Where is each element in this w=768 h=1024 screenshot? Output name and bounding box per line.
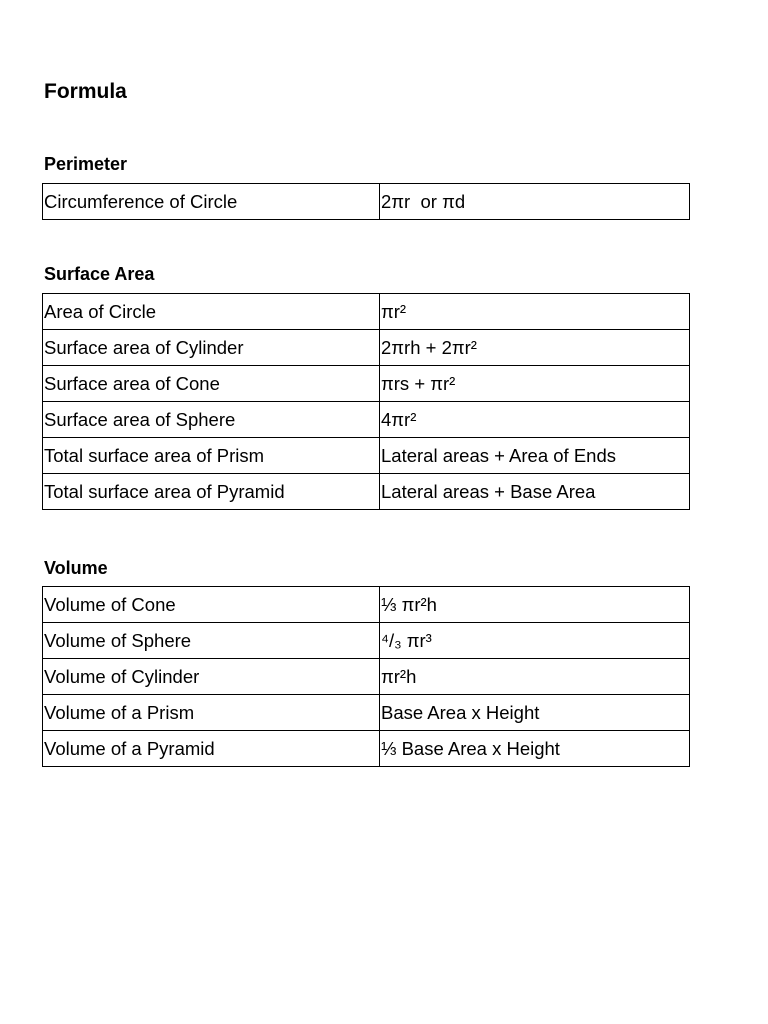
- formula-cell: [380, 623, 690, 659]
- shape-name-cell: Area of Circle: [43, 294, 380, 330]
- formula-cell: [380, 659, 690, 695]
- table-row: [43, 402, 690, 438]
- formula-text: 2πr or πd: [381, 190, 466, 212]
- table-row: [43, 294, 690, 330]
- shape-name-cell: Surface area of Sphere: [43, 402, 380, 438]
- table-row: [43, 438, 690, 474]
- formula-text: Lateral areas + Base Area: [381, 480, 596, 502]
- formula-cell: [380, 474, 690, 510]
- formula-text: ⅓ Base Area x Height: [381, 737, 560, 759]
- formula-cell: [380, 402, 690, 438]
- formula-cell: [380, 695, 690, 731]
- table-row: [43, 366, 690, 402]
- surface-area-table: [42, 293, 690, 510]
- formula-cell: [380, 184, 690, 220]
- perimeter-table: [42, 183, 690, 220]
- table-row: [43, 623, 690, 659]
- shape-name-cell: Volume of Sphere: [43, 623, 380, 659]
- shape-name-cell: Circumference of Circle: [43, 184, 380, 220]
- shape-name-cell: Surface area of Cone: [43, 366, 380, 402]
- table-row: [43, 695, 690, 731]
- section-heading-surface-area: Surface Area: [44, 264, 155, 284]
- formula-text: πrs + πr²: [381, 372, 456, 394]
- formula-text: Lateral areas + Area of Ends: [381, 444, 616, 466]
- formula-cell: [380, 294, 690, 330]
- shape-name-cell: Volume of a Pyramid: [43, 731, 380, 767]
- shape-name-cell: Volume of a Prism: [43, 695, 380, 731]
- formula-cell: [380, 731, 690, 767]
- formula-cell: [380, 366, 690, 402]
- formula-text: πr²h: [381, 665, 417, 687]
- shape-name-cell: Total surface area of Prism: [43, 438, 380, 474]
- shape-name-cell: Surface area of Cylinder: [43, 330, 380, 366]
- shape-name-cell: Total surface area of Pyramid: [43, 474, 380, 510]
- table-row: [43, 731, 690, 767]
- formula-text: Base Area x Height: [381, 701, 540, 723]
- formula-text: ⁴/₃ πr³: [381, 629, 432, 651]
- table-row: [43, 659, 690, 695]
- formula-text: πr²: [381, 300, 407, 322]
- shape-name-cell: Volume of Cone: [43, 587, 380, 623]
- table-row: [43, 474, 690, 510]
- page-title: Formula: [44, 80, 127, 103]
- table-row: [43, 587, 690, 623]
- formula-cell: [380, 587, 690, 623]
- table-row: [43, 330, 690, 366]
- formula-cell: [380, 330, 690, 366]
- formula-text: 2πrh + 2πr²: [381, 336, 477, 358]
- shape-name-cell: Volume of Cylinder: [43, 659, 380, 695]
- formula-cell: [380, 438, 690, 474]
- table-row: [43, 184, 690, 220]
- volume-table: [42, 586, 690, 767]
- formula-text: 4πr²: [381, 408, 417, 430]
- formula-text: ⅓ πr²h: [381, 593, 437, 615]
- section-heading-volume: Volume: [44, 558, 108, 578]
- section-heading-perimeter: Perimeter: [44, 154, 128, 174]
